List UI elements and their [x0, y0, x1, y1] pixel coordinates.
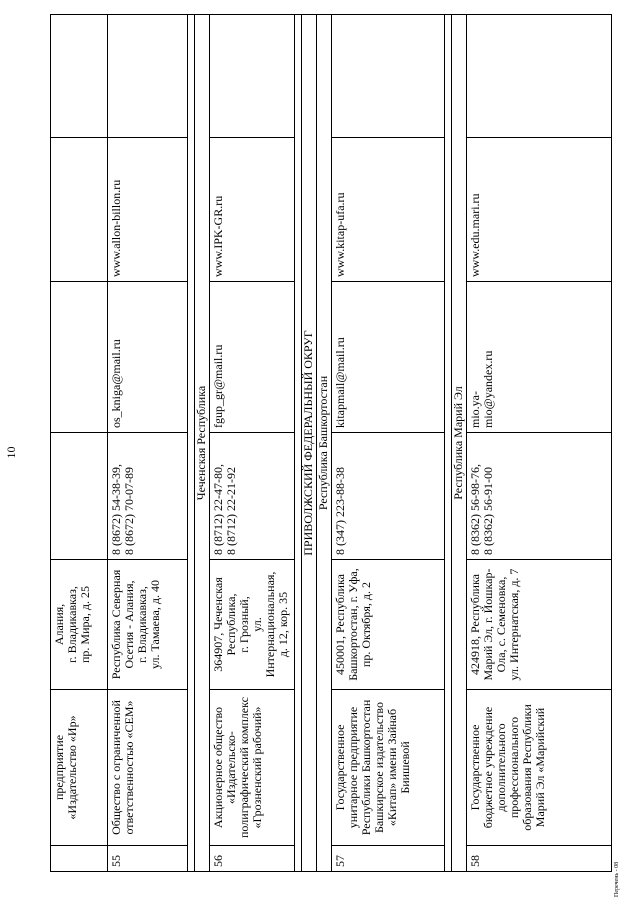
table-row [467, 15, 612, 872]
table-row [108, 15, 188, 872]
row-number [51, 846, 108, 872]
website-cell: www.kitap-ufa.ru [332, 138, 445, 282]
email-cell: kitapmail@mail.ru [332, 282, 445, 433]
region-row [452, 15, 467, 872]
region-row [317, 15, 332, 872]
region-heading: Чеченская Республика [195, 15, 210, 872]
organization-name: Общество с ограниченной ответственностью «СЕМ» [108, 690, 188, 846]
region-heading: Республика Марий Эл [452, 15, 467, 872]
email-cell [51, 282, 108, 433]
region-heading: Республика Башкортостан [317, 15, 332, 872]
organization-name: Акционерное общество «Издательско- полиграфический комплекс «Грозненский рабочий» [210, 690, 295, 846]
empty-cell [332, 15, 445, 138]
email-cell: os_kniga@mail.ru [108, 282, 188, 433]
row-number: 57 [332, 846, 445, 872]
row-number: 58 [467, 846, 612, 872]
footer-label: Перечень - 08 [614, 861, 620, 897]
empty-cell [467, 15, 612, 138]
organization-name: Государственное унитарное предприятие Республики Башкортостан Башкирское издательство «Китап» имени Зайнаб Биишевой [332, 690, 445, 846]
organization-name: предприятие «Издательство «Ир» [51, 690, 108, 846]
website-cell: www.allon-billon.ru [108, 138, 188, 282]
phone-cell: 8 (347) 223-88-38 [332, 433, 445, 560]
empty-cell [51, 15, 108, 138]
phone-cell: 8 (8712) 22-47-80, 8 (8712) 22-21-92 [210, 433, 295, 560]
organization-address: 364907, Чеченская Республика, г. Грозный, ул. Интернациональная, д. 12, кор. 35 [210, 560, 295, 690]
row-number: 55 [108, 846, 188, 872]
organization-address: 450001, Республика Башкортостан, г. Уфа, пр. Октября, д. 2 [332, 560, 445, 690]
website-cell: www.edu.mari.ru [467, 138, 612, 282]
region-row [302, 15, 317, 872]
page-number: 10 [4, 446, 18, 459]
phone-cell: 8 (8672) 54-38-39, 8 (8672) 70-07-89 [108, 433, 188, 560]
district-heading: ПРИВОЛЖСКИЙ ФЕДЕРАЛЬНЫЙ ОКРУГ [302, 15, 317, 872]
row-number: 56 [210, 846, 295, 872]
table-row [51, 15, 108, 872]
phone-cell: 8 (8362) 56-98-76, 8 (8362) 56-91-00 [467, 433, 612, 560]
organization-address: Республика Северная Осетия - Алания, г. Владикавказ, ул. Тамаева, д. 40 [108, 560, 188, 690]
table-row [332, 15, 445, 872]
empty-cell [108, 15, 188, 138]
table-row [210, 15, 295, 872]
registry-table [50, 14, 612, 872]
organization-name: Государственное бюджетное учреждение дополнительного профессионального образования Республики Марий Эл «Марийский [467, 690, 612, 846]
organization-address: 424918, Республика Марий Эл, г. Йошкар- Ола, с. Семеновка, ул. Интернатская, д. 7 [467, 560, 612, 690]
website-cell: www.IPK-GR.ru [210, 138, 295, 282]
empty-cell [210, 15, 295, 138]
website-cell [51, 138, 108, 282]
phone-cell [51, 433, 108, 560]
region-row [195, 15, 210, 872]
organization-address: Алания, г. Владикавказ, пр. Мира, д. 25 [51, 560, 108, 690]
email-cell: mio.ya- mio@yandex.ru [467, 282, 612, 433]
email-cell: fgup_gr@mail.ru [210, 282, 295, 433]
